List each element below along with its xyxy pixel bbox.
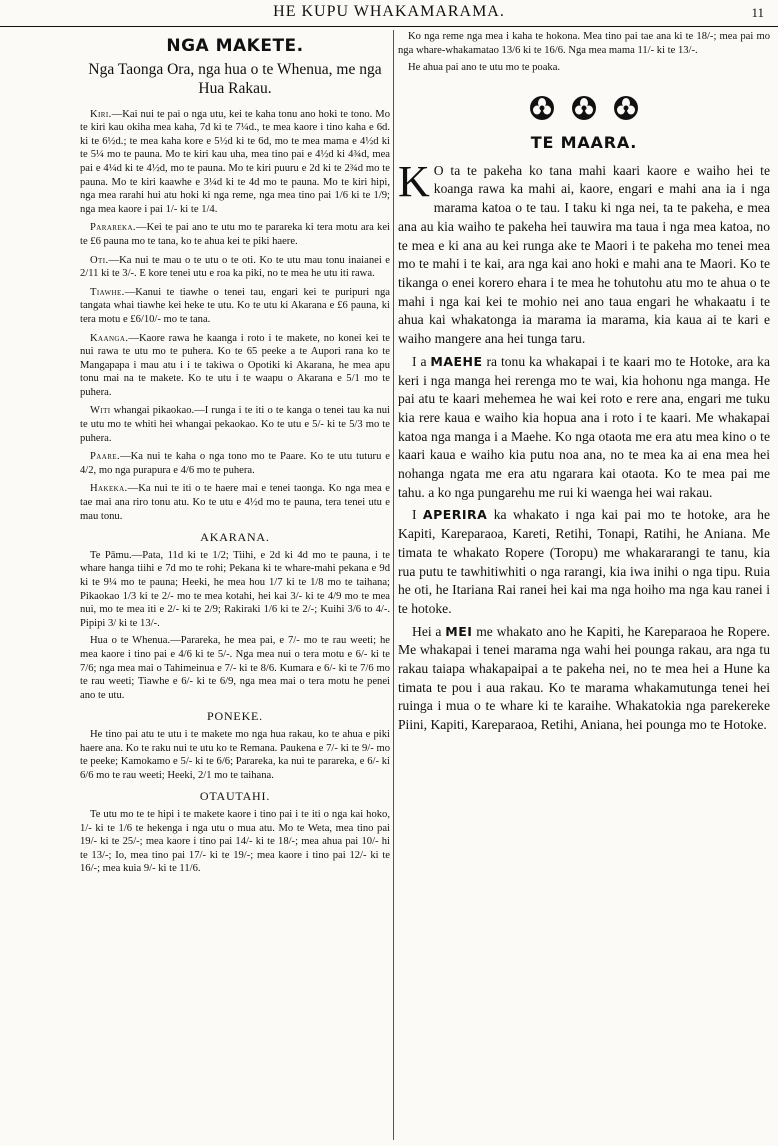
flower-ornament-icon: [571, 95, 597, 121]
month-prefix: Hei a: [412, 623, 446, 639]
market-entry-paare: [80, 450, 390, 477]
intro-text: O ta te pakeha ko tana mahi kaari kaore e waiho hei te koanga rawa ka mahi ai, kaore, engari e mahi ana ia i nga marama katoa o te tau. I taku ki nga nei, ta te pakeha, e mea ana au kia waiho te pakeha hei tauwira ma taua i nga mea katoa, no te mea e ki ana au kei runga ake te Maori i te pakeha mo tenei mea mo te mahi i te kai, ara nga kai ano hoki e mahi ana te Maori. Ko te tikanga o enei korero ehara i te mea he tohutohu atu mo te ahua o te mahi i nga kai kei te mohio nei ano taua engari he whakaatu i te ahua kai whakatonga ia marama ia marama, kia kaua ai te kari e waiho mangere ana hei tunga taru.: [398, 162, 770, 347]
markets-subheading: Nga Taonga Ora, nga hua o te Whenua, me nga Hua Rakau.: [88, 60, 382, 97]
city-heading-akarana: AKARANA.: [200, 530, 270, 545]
flower-ornament-icon: [613, 95, 639, 121]
running-header: [0, 2, 778, 27]
market-entry-kaanga: [80, 332, 390, 400]
drop-cap: K: [398, 156, 430, 206]
market-entry-oti: [80, 254, 390, 281]
city-paragraph: He tino pai atu te utu i te makete mo nga hua rakau, ko te ahua e piki haere ana. Ko te raku nui te utu ko te Remana. Paukena e 7/- ki te 9/- mo te peeke; Kamokamo e 5/- ki te 6/6; Parareka, ka nui te parareka, e 6/- ki 6/6 mo te rau weeti; Heeki, 2/1 mo te taihana.: [80, 728, 390, 781]
entry-label: Kiri.: [90, 108, 112, 120]
entry-label: Paare.: [90, 451, 120, 463]
entry-label: Kaanga.: [90, 332, 129, 344]
market-entry-hakeka: [80, 482, 390, 523]
month-text: ra tonu ka whakapai i te kaari mo te Hotoke, ara ka keri i nga manga hei rerenga mo te wai, kia hohonu nga manga. He pai atu te kaari mehemea he wai kei roto e rere ana, engari me tuku kia rere kaua e waiho kia hopua ana i roto i te kaari. Me whakapai katoa nga manga i a Maehe. Ko nga otaota me era atu mea kino o te kaari kaua e waiho kia putu noa ana, no te mea ka ai ena mea hei nohanga ngata me era atu ngarara kai otaota. Ko te mea pai me tahu. a ko nga pungarehu me rui ki waenga hei wai rakau.: [398, 353, 770, 500]
market-entry-parareka: [80, 221, 390, 248]
city-heading-poneke: PONEKE.: [207, 709, 263, 724]
garden-article: [398, 156, 770, 735]
city-paragraph: Te Pāmu.—Pata, 11d ki te 1/2; Tiihi, e 2d ki 4d mo te pauna, i te whare hanga tiihi e 7d mo te rohi; Pekana ki te whare-mahi pekana e 9d ki te 9¼ mo te pauna; Heeki, he mea hou 1/7 ki te 1/8 mo te taihana; Pikaokao 1/3 ki te 2/- mo te mea kotahi, hei kai 3/- ki te 4/9 mo te mea nui, mo te mea iti e 2/- ki te 2/9; Rakiraki 1/6 ki te 2/-; Kuihi 3/6 to 4/-. Pipipi 3/ ki te 13/-.: [80, 549, 390, 629]
month-text: ka whakato i nga kai pai mo te hotoke, ara he Kapiti, Kareparaoa, Kareti, Retihi, Tonapi, Ratihi, he Aniana. Me timata te whakato Ropere (Toropu) me whakararangi te tanu, kia rua putu te tawhitiwhiti o nga rarangi, kia iwa inihi o nga tipu. Ruia he oti, he Itariana Rai ranei hei kai ma nga hoiho ma nga kau ranei i te hotoke.: [398, 507, 770, 616]
month-paragraph-maehe: [398, 353, 770, 503]
month-prefix: I a: [412, 353, 431, 369]
entry-label: Witi: [90, 405, 111, 417]
month-paragraph-aperira: [398, 506, 770, 618]
month-name: MEI: [445, 623, 473, 639]
city-paragraph: Hua o te Whenua.—Parareka, he mea pai, e 7/- mo te rau weeti; he mea kaore i tino pai e 4/6 ki te 5/-. Nga mea nui o tera motu e 6/- ki te 7/6; nga mea mai o Tahimeinua e 7/- ki te 8/6. Kumara e 6/- ki te 7/6 mo te rau weeti; Tiawhe e 6/- ki te 6/9, nga mea mai o tera motu he penei ano te utu.: [80, 635, 390, 701]
column-rule: [393, 30, 394, 1140]
entry-label: Tiawhe.: [90, 286, 125, 298]
market-entry-tiawhe: [80, 286, 390, 327]
otautahi-continued: [398, 30, 770, 75]
right-column: [398, 30, 770, 1142]
city-paragraph: He ahua pai ano te utu mo te poaka.: [408, 62, 561, 74]
page-number: 11: [751, 5, 764, 20]
markets-heading: NGA MAKETE.: [166, 36, 304, 56]
entry-text: —Ka nui te iti o te haere mai e tenei taonga. Ko nga mea e tae mai ana riro tonu atu. Ko te utu e 4½d mo te pauna, tera tenei utu e mau tonu.: [80, 483, 390, 522]
month-name: APERIRA: [422, 507, 488, 523]
entry-label: Parareka.: [90, 222, 136, 234]
entry-text: whangai pikaokao.—I runga i te iti o te kanga o tenei tau ka nui te utu mo te whiti hei whangai pekaokao. Ko te utu e 5/- ki te 5/3 mo te puhera.: [80, 405, 390, 444]
market-entry-kiri: [80, 108, 390, 217]
city-paragraph: Ko nga reme nga mea i kaha te hokona. Mea tino pai tae ana ki te 18/-; mea pai mo nga whare-whakamatao 13/6 ki te 16/6. Nga mea mama 11/- ki te 13/-.: [398, 31, 770, 56]
flower-ornament-icon: [529, 95, 555, 121]
city-paragraph: Te utu mo te te hipi i te makete kaore i tino pai i te iti o nga kai hoko, 1/- ki te 1/6 te hekenga i nga utu o mua atu. Mo te Weta, mea tino pai 19/- ki te 25/-; mea kaore i tino pai 14/- ki te 18/-; mea ahua pai 10/- hi te 13/-; Io, mea tino pai 17/- ki te 19/-; mea kaore i tino pai 12/- ki te 16/-; mea kuia 9/- ki te 11/6.: [80, 808, 390, 875]
month-text: me whakato ano he Kapiti, he Kareparaoa he Ropere. Me whakapai i tenei marama nga wahi hei pounga rakau, ara nga tu rakau taiapa whakapaipai a te pakeha nei, no te mea hei a Hune ka timata te pou i aua rakau. Ko te marama whakamutunga tenei hei ruinga i mua o te whare ki te karaihe. Whakatokia nga parekereke Piini, Kapiti, Kareparaoa, Retihi, Aniana, hei pounga mo te Hotoke.: [398, 623, 770, 733]
entry-text: —Ka nui te kaha o nga tono mo te Paare. Ko te utu tuturu e 4/2, mo nga purapura e 4/6 mo te puhera.: [80, 451, 390, 476]
month-name: MAEHE: [430, 353, 483, 369]
running-title: HE KUPU WHAKAMARAMA.: [273, 3, 505, 20]
entry-text: —Kaore rawa he kaanga i roto i te makete, no konei kei te nui rawa te utu mo te puhera. Ko te 65 peeke a te Aupori rana ko te Mangapapa i mau atu i i te takiwa o Opotiki ki Akarana, he mea apu tonu mai na te makete. Ko te utu i te waapu o Akarana e 5/1 mo te puhera.: [80, 332, 390, 398]
entry-text: —Kanui te tiawhe o tenei tau, engari kei te puripuri nga tangata whai tiawhe kei heke te utu. Ko te utu ki Akarana e £6 pauna, ki tera motu e £6/10/- mo te tana.: [80, 286, 390, 325]
market-entry-witi: [80, 404, 390, 445]
month-paragraph-mei: [398, 623, 770, 735]
entry-text: —Kei te pai ano te utu mo te parareka ki tera motu ara kei te £6 pauna mo te tana, ko te ahua kei te piki haere.: [80, 222, 390, 247]
ornament-row: [398, 95, 770, 121]
left-column: [80, 34, 390, 1140]
entry-text: —Ka nui te mau o te utu o te oti. Ko te utu mau tonu inaianei e 2/11 ki te 3/-. E kore tenei utu e roa ka piki, no te mea he utu iti rawa.: [80, 254, 390, 280]
entry-text: —Kai nui te pai o nga utu, kei te kaha tonu ano hoki te tono. Mo te kiri kau okiha mea kaha, 7d ki te 7¼d., te mea kaore i tino kaha e 6d. ki te 6½d.; te mea kaha kore e 5½d ki te 6d, mo te mea mama e 4½d ki te 5¼ mo te pauna. Mo te kiri kau uha, mea tino pai e 4½d ki 4¾d, mea pai e 4¼d ki te 4½d, mo te pauna. Mo te kiri puuru e 2d ki te 2¾d mo te pauna. Mo te kiri kaawhe e 3¼d ki te 4d mo te pauna. Mo te kiri hipi, nga mea rarahi hui atu hoki ki nga reme, nga mea tino pai 1/6 ki te 1/9; nga mea kaore i pai 1/- ki te 1/4.: [80, 108, 390, 215]
month-prefix: I: [412, 507, 423, 523]
entry-label: Hakeka.: [90, 483, 128, 495]
city-heading-otautahi: OTAUTAHI.: [199, 789, 271, 804]
entry-label: Oti.: [90, 254, 109, 266]
garden-heading: TE MAARA.: [530, 132, 638, 152]
garden-intro: [398, 156, 770, 349]
